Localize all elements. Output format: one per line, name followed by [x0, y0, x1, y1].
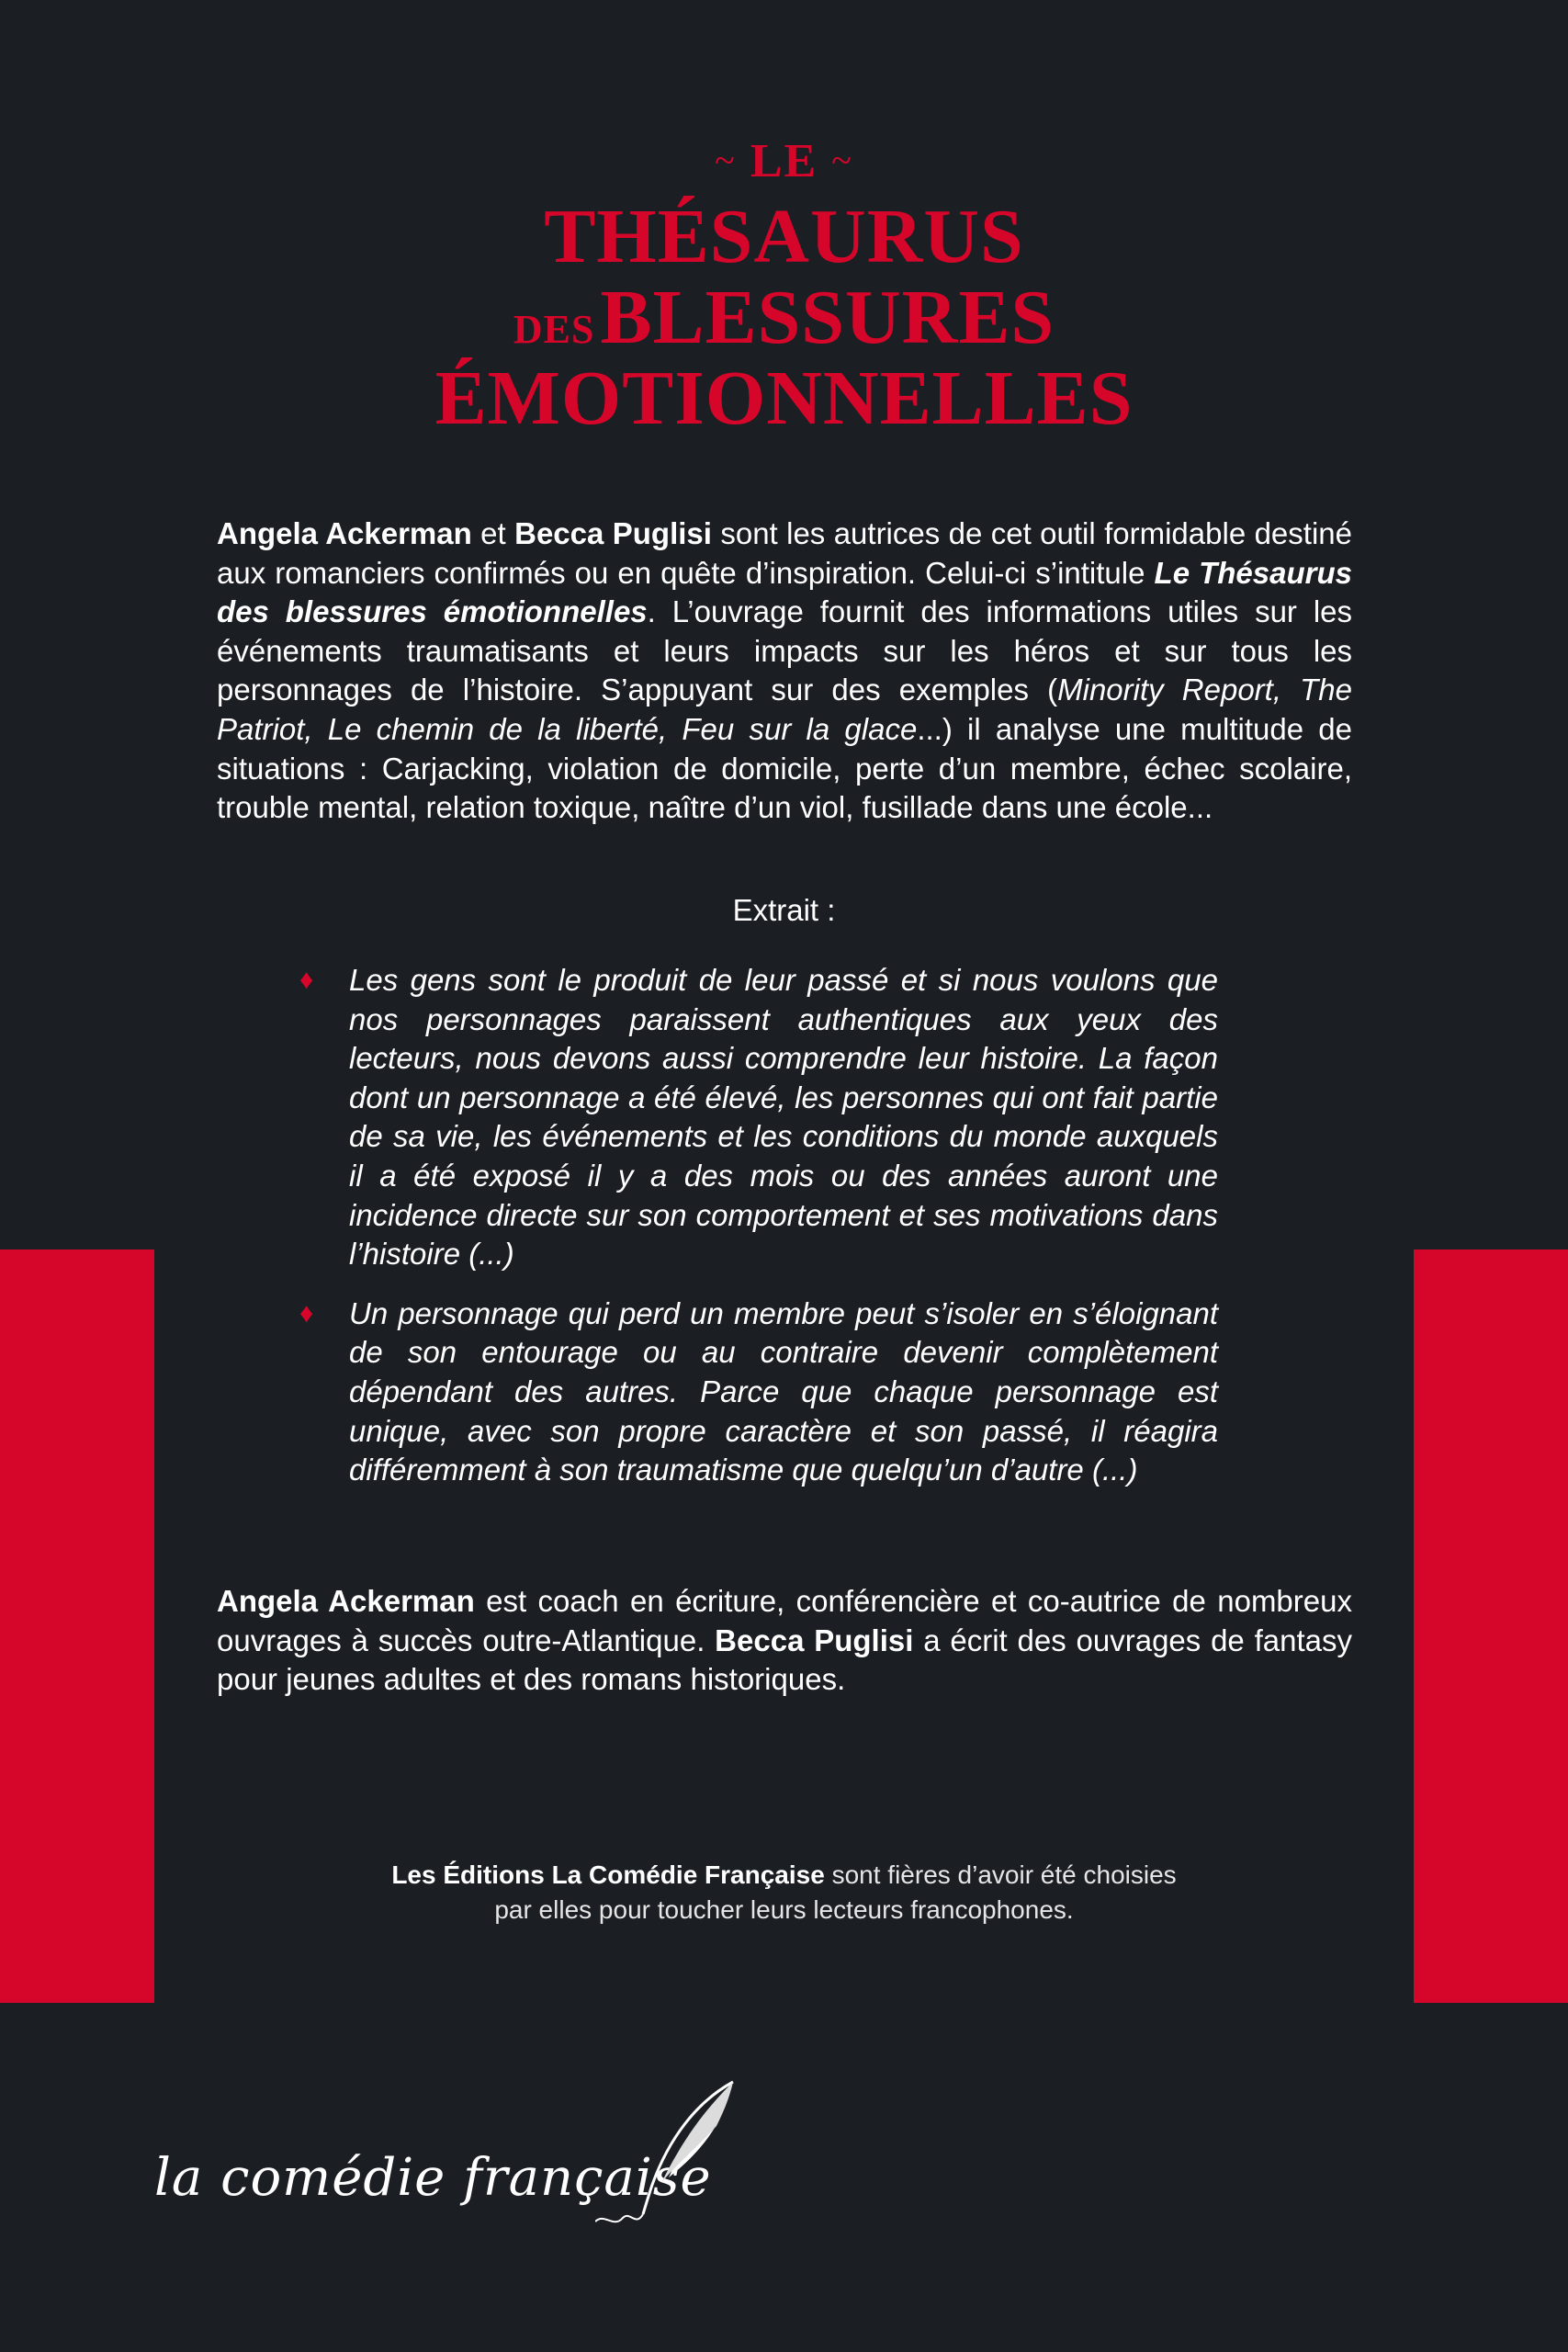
author-name: Angela Ackerman [217, 1584, 475, 1618]
extract-list [294, 961, 1218, 1510]
publisher-logo [154, 2075, 761, 2249]
publisher-name: Les Éditions La Comédie Française [391, 1860, 825, 1889]
logo-text: la comédie française [154, 2148, 712, 2208]
title-le: LE [750, 135, 818, 187]
bio-text: a écrit des ouvrages de fantasy pour jeunes adultes et des romans historiques. [217, 1623, 1352, 1697]
publisher-note-line1 [0, 1858, 1568, 1893]
title-thesaurus: THÉSAURUS [544, 194, 1024, 279]
intro-conjunction: et [471, 516, 515, 550]
flourish-right-icon: ~ [831, 140, 853, 181]
extract-quote [294, 1295, 1218, 1490]
intro-text: . L’ouvrage fournit des informations utiles sur les événements traumatisants et leurs impacts sur les héros et sur tous les personnages de l’histoire. S’appuyant sur des exemples ( [217, 594, 1353, 707]
author-name: Angela Ackerman [217, 516, 472, 550]
publisher-note [0, 1858, 1568, 1928]
flourish-left-icon: ~ [715, 140, 737, 181]
publisher-note-line2: par elles pour toucher leurs lecteurs francophones. [494, 1895, 1074, 1924]
intro-text: ...) il analyse une multitude de situations : Carjacking, violation de domicile, perte d’un membre, échec scolaire, trouble mental, relation toxique, naître d’un viol, fusillade dans une école... [217, 711, 1352, 825]
title-le-line [0, 135, 1568, 187]
diamond-bullet-icon: ♦ [299, 965, 314, 995]
intro-examples: Minority Report, The Patriot, Le chemin de la liberté, Feu sur la glace [217, 673, 1353, 746]
title-blessures: BLESSURES [600, 275, 1055, 360]
book-title [0, 135, 1568, 441]
authors-bio [217, 1582, 1352, 1700]
book-title-inline: Le Thésaurus des blessures émotionnelles [217, 555, 1352, 629]
title-des: DES [513, 307, 595, 352]
quill-icon [595, 2075, 742, 2231]
bio-text: est coach en écriture, conférencière et co-autrice de nombreux ouvrages à succès outre-Atlantique. [217, 1584, 1352, 1657]
title-blessures-line [0, 275, 1568, 360]
intro-text: sont les autrices de cet outil formidable destiné aux romanciers confirmés ou en quête d’inspiration. Celui-ci s’intitule [217, 516, 1352, 590]
extract-label: Extrait : [732, 893, 836, 927]
publisher-note-text: sont fières d’avoir été choisies [824, 1860, 1177, 1889]
author-name: Becca Puglisi [715, 1623, 914, 1657]
quote-text: Un personnage qui perd un membre peut s’isoler en s’éloignant de son entourage ou au contraire devenir complètement dépendant des autres. Parce que chaque personnage est unique, avec son propre caractère et son passé, il réagira différemment à son traumatisme que quelqu’un d’autre (...) [349, 1295, 1218, 1487]
extract-quote [294, 961, 1218, 1274]
diamond-bullet-icon: ♦ [299, 1297, 314, 1329]
intro-paragraph [217, 514, 1352, 828]
author-name: Becca Puglisi [514, 516, 712, 550]
quote-text: Les gens sont le produit de leur passé et si nous voulons que nos personnages paraissent authentiques aux yeux des lecteurs, nous devons aussi comprendre leur histoire. La façon dont un personnage a été élevé, les personnes qui ont fait partie de sa vie, les événements et les conditions du monde auxquels il a été exposé il y a des mois ou des années auront une incidence directe sur son comportement et ses motivations dans l’histoire (...) [349, 963, 1218, 1272]
title-emotionnelles: ÉMOTIONNELLES [434, 356, 1134, 441]
